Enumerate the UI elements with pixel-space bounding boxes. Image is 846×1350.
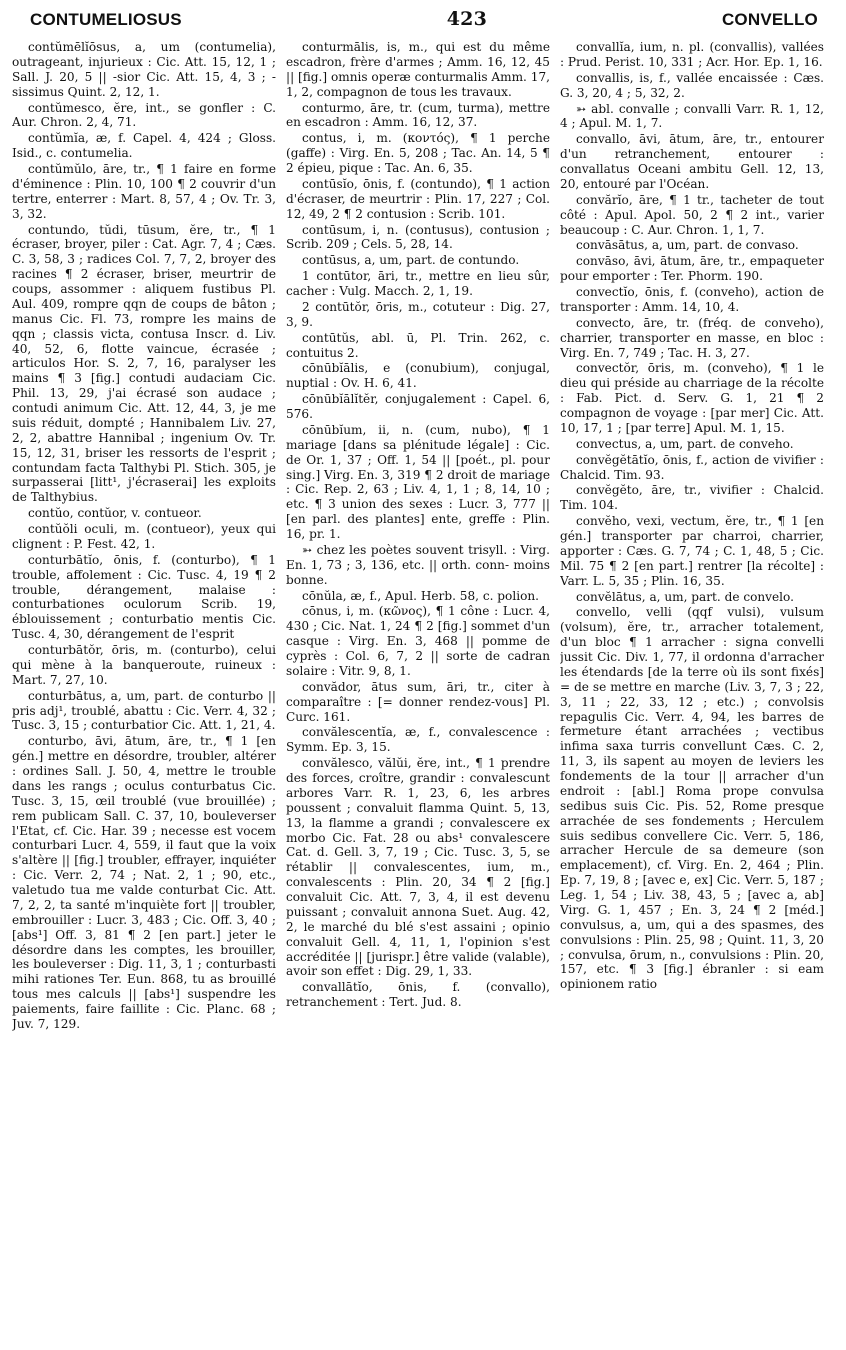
dictionary-entry: convĕlātus, a, um, part. de convelo.	[576, 589, 794, 604]
dictionary-entry: conturbātĭo, ōnis, f. (conturbo), ¶ 1 trouble, affolement : Cic. Tusc. 4, 19 ¶ 2 trouble, dérangement, malaise : conturbationes oculorum Scrib. 19, éblouissement ; conturbatio mentis Cic. Tusc. 4, 30, dérangement de l'esprit	[12, 552, 276, 642]
dictionary-entry: contŭmĭa, æ, f. Capel. 4, 424 ; Gloss. Isid., c. contumelia.	[12, 131, 276, 161]
dictionary-entry: contus, i, m. (κοντός), ¶ 1 perche (gaffe) : Virg. En. 5, 208 ; Tac. An. 14, 5 ¶ 2 épieu, pique : Tac. An. 6, 35.	[286, 131, 550, 175]
column-1	[12, 40, 276, 1033]
dictionary-entry: convărĭo, āre, ¶ 1 tr., tacheter de tout côté : Apul. Apol. 50, 2 ¶ 2 int., varier beaucoup : C. Aur. Chron. 1, 1, 7.	[560, 192, 824, 237]
dictionary-entry: contŭmēlĭōsus, a, um (contumelia), outrageant, injurieux : Cic. Att. 15, 12, 1 ; Sall. J. 20, 5 || -sior Cic. Att. 15, 4, 3 ; -sissimus Quint. 2, 12, 1.	[12, 40, 276, 99]
dictionary-entry: cōnūbĭum, ii, n. (cum, nubo), ¶ 1 mariage [dans sa plénitude légale] : Cic. de Or. 1, 37 ; Off. 1, 54 || [poét., pl. pour sing.] Virg. En. 3, 319 ¶ 2 droit de mariage : Cic. Rep. 2, 63 ; Liv. 4, 1, 1 ; 8, 14, 10 ; etc. ¶ 3 union des sexes : Lucr. 3, 777 || [en parl. des plantes] ente, greffe : Plin. 16, pr. 1.	[286, 422, 550, 541]
dictionary-entry: convāso, āvi, ātum, āre, tr., empaqueter pour emporter : Ter. Phorm. 190.	[560, 254, 824, 284]
dictionary-entry: convallo, āvi, ātum, āre, tr., entourer d'un retranchement, entourer : convallatus Oceani ambitu Gell. 12, 13, 20, entouré par l'Océan.	[560, 132, 824, 191]
dictionary-entry: contŭmesco, ĕre, int., se gonfler : C. Aur. Chron. 2, 4, 71.	[12, 100, 276, 130]
dictionary-entry: convĕgĕto, āre, tr., vivifier : Chalcid. Tim. 104.	[560, 483, 824, 513]
dictionary-entry: ➳ abl. convalle ; convalli Varr. R. 1, 12, 4 ; Apul. M. 1, 7.	[560, 101, 824, 131]
dictionary-entry: cōnus, i, m. (κῶνος), ¶ 1 cône : Lucr. 4, 430 ; Cic. Nat. 1, 24 ¶ 2 [fig.] sommet d'un casque : Virg. En. 3, 468 || pomme de cyprès : Col. 6, 7, 2 || sorte de cadran solaire : Vitr. 9, 8, 1.	[286, 604, 550, 678]
dictionary-entry: convallĭa, ium, n. pl. (convallis), vallées : Prud. Perist. 10, 331 ; Acr. Hor. Ep. 1, 16.	[560, 40, 824, 69]
dictionary-entry: cōnūbĭālis, e (conubium), conjugal, nuptial : Ov. H. 6, 41.	[286, 361, 550, 391]
dictionary-entry: convĕgĕtātĭo, ōnis, f., action de vivifier : Chalcid. Tim. 93.	[560, 452, 824, 482]
dictionary-entry: cōnūbĭālĭtĕr, conjugalement : Capel. 6, 576.	[286, 392, 550, 421]
column-3	[560, 40, 824, 1033]
dictionary-entry: contūsus, a, um, part. de contundo.	[302, 253, 520, 268]
running-head-right: CONVELLO	[721, 10, 818, 29]
dictionary-entry: convallis, is, f., vallée encaissée : Cæs. G. 3, 20, 4 ; 5, 32, 2.	[560, 70, 824, 100]
running-head-left: CONTUMELIOSUS	[30, 10, 182, 29]
dictionary-entry: contūtŭs, abl. ū, Pl. Trin. 262, c. contuitus 2.	[286, 330, 550, 360]
dictionary-entry: convălescentĭa, æ, f., convalescence : Symm. Ep. 3, 15.	[286, 725, 550, 755]
dictionary-entry: conturbātus, a, um, part. de conturbo || pris adj¹, troublé, abattu : Cic. Verr. 4, 32 ; Tusc. 3, 15 ; conturbatior Cic. Att. 1, 21, 4.	[12, 688, 276, 733]
column-2	[286, 40, 550, 1033]
dictionary-entry: contūsum, i, n. (contusus), contusion ; Scrib. 209 ; Cels. 5, 28, 14.	[286, 222, 550, 252]
dictionary-entry: convectĭo, ōnis, f. (conveho), action de transporter : Amm. 14, 10, 4.	[560, 285, 824, 314]
dictionary-entry: 2 contūtŏr, ōris, m., cotuteur : Dig. 27, 3, 9.	[286, 299, 550, 329]
dictionary-entry: cōnŭla, æ, f., Apul. Herb. 58, c. polion.	[302, 588, 539, 603]
dictionary-entry: convălesco, vălŭi, ĕre, int., ¶ 1 prendre des forces, croître, grandir : convalescunt arbores Varr. R. 1, 23, 6, les arbres poussent ; convaluit flamma Quint. 5, 13, 13, la flamme a grandi ; convalescere ex morbo Cic. Fat. 28 ou abs¹ convalescere Cat. d. Gell. 3, 7, 19 ; Cic. Tusc. 3, 5, se rétablir || convalescentes, ium, m., convalescents : Plin. 20, 34 ¶ 2 [fig.] convaluit Cic. Att. 7, 3, 4, il est devenu puissant ; convaluit annona Suet. Aug. 42, 2, le marché du blé s'est assaini ; opinio convaluit Gell. 4, 11, 1, l'opinion s'est accréditée || [jurispr.] être valide (valable), avoir son effet : Dig. 29, 1, 33.	[286, 756, 550, 979]
dictionary-entry: convallātĭo, ōnis, f. (convallo), retranchement : Tert. Jud. 8.	[286, 980, 550, 1010]
dictionary-entry: convectus, a, um, part. de conveho.	[576, 436, 794, 451]
dictionary-entry: contūsĭo, ōnis, f. (contundo), ¶ 1 action d'écraser, de meurtrir : Plin. 17, 227 ; Col. 12, 49, 2 ¶ 2 contusion : Scrib. 101.	[286, 176, 550, 221]
dictionary-entry: convĕho, vexi, vectum, ĕre, tr., ¶ 1 [en gén.] transporter par charroi, charrier, apporter : Cæs. G. 7, 74 ; C. 1, 48, 5 ; Cic. Mil. 75 ¶ 2 [en part.] rentrer [la récolte] : Varr. L. 5, 35 ; Plin. 16, 35.	[560, 514, 824, 588]
dictionary-entry: conturmo, āre, tr. (cum, turma), mettre en escadron : Amm. 16, 12, 37.	[286, 100, 550, 130]
dictionary-entry: contŭo, contŭor, v. contueor.	[28, 506, 202, 521]
dictionary-entry: conturbo, āvi, ātum, āre, tr., ¶ 1 [en gén.] mettre en désordre, troubler, altérer : ordines Sall. J. 50, 4, mettre le trouble dans les rangs ; oculus conturbatus Cic. Tusc. 3, 15, œil troublé (vue brouillée) ; rem publicam Sall. C. 37, 10, bouleverser l'Etat, cf. Cic. Har. 39 ; necesse est vocem conturbari Lucr. 4, 559, il faut que la voix s'altère || [fig.] troubler, effrayer, inquiéter : Cic. Verr. 2, 74 ; Nat. 2, 1 ; 90, etc., valetudo tua me valde conturbat Cic. Att. 7, 2, 2, ta santé m'inquiète fort || troubler, embrouiller : Lucr. 3, 483 ; Cic. Off. 3, 40 ; [abs¹] Off. 3, 81 ¶ 2 [en part.] jeter le désordre dans les comptes, les brouiller, les bouleverser : Dig. 11, 3, 1 ; conturbasti mihi rationes Ter. Eun. 868, tu as brouillé tous mes calculs || [abs¹] suspendre les paiements, faire faillite : Cic. Planc. 68 ; Juv. 7, 129.	[12, 734, 276, 1031]
columns	[12, 40, 824, 1033]
dictionary-entry: contŭŏli oculi, m. (contueor), yeux qui clignent : P. Fest. 42, 1.	[12, 522, 276, 551]
dictionary-entry: conturbātŏr, ōris, m. (conturbo), celui qui mène à la banqueroute, ruineux : Mart. 7, 27, 10.	[12, 643, 276, 687]
dictionary-entry: convāsātus, a, um, part. de convaso.	[576, 238, 799, 253]
dictionary-entry: convectŏr, ōris, m. (conveho), ¶ 1 le dieu qui préside au charriage de la récolte : Fab. Pict. d. Serv. G. 1, 21 ¶ 2 compagnon de voyage : [par mer] Cic. Att. 10, 17, 1 ; [par terre] Apul. M. 1, 15.	[560, 361, 824, 435]
dictionary-entry: contŭmŭlo, āre, tr., ¶ 1 faire en forme d'éminence : Plin. 10, 100 ¶ 2 couvrir d'un tertre, enterrer : Mart. 8, 57, 4 ; Ov. Tr. 3, 3, 32.	[12, 162, 276, 221]
dictionary-entry: 1 contūtor, āri, tr., mettre en lieu sûr, cacher : Vulg. Macch. 2, 1, 19.	[286, 269, 550, 298]
dictionary-entry: convădor, ātus sum, āri, tr., citer à comparaître : [= donner rendez-vous] Pl. Curc. 161.	[286, 679, 550, 724]
dictionary-entry: ➳ chez les poètes souvent trisyll. : Virg. En. 1, 73 ; 3, 136, etc. || orth. conn- moins bonne.	[286, 542, 550, 587]
page-header	[12, 8, 824, 40]
dictionary-entry: convecto, āre, tr. (fréq. de conveho), charrier, transporter en masse, en bloc : Virg. En. 7, 749 ; Tac. H. 3, 27.	[560, 315, 824, 360]
dictionary-entry: convello, velli (qqf vulsi), vulsum (volsum), ĕre, tr., arracher totalement, d'un bloc ¶ 1 arracher : signa convelli jussit Cic. Div. 1, 77, il ordonna d'arracher les étendards [de la terre où ils sont fixés] = de se mettre en marche (Liv. 3, 7, 3 ; 22, 3, 11 ; 22, 33, 12 ; etc.) ; convolsis repagulis Cic. Verr. 4, 94, les barres de fermeture étant arrachées ; vectibus infima saxa turris convellunt Cæs. C. 2, 11, 3, ils sapent au moyen de leviers les fondements de la tour || arracher d'un endroit : [abl.] Roma prope convulsa sedibus suis Cic. Pis. 52, Rome presque arrachée de ses fondements ; Herculem suis sedibus convellere Cic. Verr. 5, 186, arracher Hercule de sa demeure (son emplacement), cf. Virg. En. 2, 464 ; Plin. Ep. 7, 19, 8 ; [avec e, ex] Cic. Verr. 5, 187 ; Leg. 1, 54 ; Liv. 38, 43, 5 ; [avec a, ab] Virg. G. 1, 457 ; En. 3, 24 ¶ 2 [méd.] convulsus, a, um, qui a des spasmes, des convulsions : Plin. 25, 98 ; Quint. 11, 3, 20 ; convulsa, ōrum, n., convulsions : Plin. 20, 157, etc. ¶ 3 [fig.] ébranler : si eam opinionem ratio	[560, 605, 824, 992]
dictionary-entry: conturmālis, is, m., qui est du même escadron, frère d'armes ; Amm. 16, 12, 45 || [fig.] omnis operæ conturmalis Amm. 17, 1, 2, compagnon de tous les travaux.	[286, 40, 550, 99]
dictionary-entry: contundo, tŭdi, tūsum, ĕre, tr., ¶ 1 écraser, broyer, piler : Cat. Agr. 7, 4 ; Cæs. C. 3, 58, 3 ; radices Col. 7, 7, 2, broyer des racines ¶ 2 écraser, briser, meurtrir de coups, assommer : aliquem fustibus Pl. Aul. 409, rompre qqn de coups de bâton ; manus Cic. Fl. 73, rompre les mains de qqn ; classis victa, contusa Inscr. d. Liv. 40, 52, 6, flotte vaincue, écrasée ; articulos Hor. S. 2, 7, 16, paralyser les mains ¶ 3 [fig.] contudi audaciam Cic. Phil. 13, 29, j'ai écrasé son audace ; contudi animum Cic. Att. 12, 44, 3, je me suis réduit, dompté ; Hannibalem Liv. 27, 2, 2, abattre Hannibal ; ingenium Ov. Tr. 15, 12, 31, briser les ressorts de l'esprit ; contundam facta Talthybi Pl. Stich. 305, je surpasserai [litt¹, j'écraserai] les exploits de Talthybius.	[12, 222, 276, 505]
page-number: 423	[446, 8, 488, 30]
